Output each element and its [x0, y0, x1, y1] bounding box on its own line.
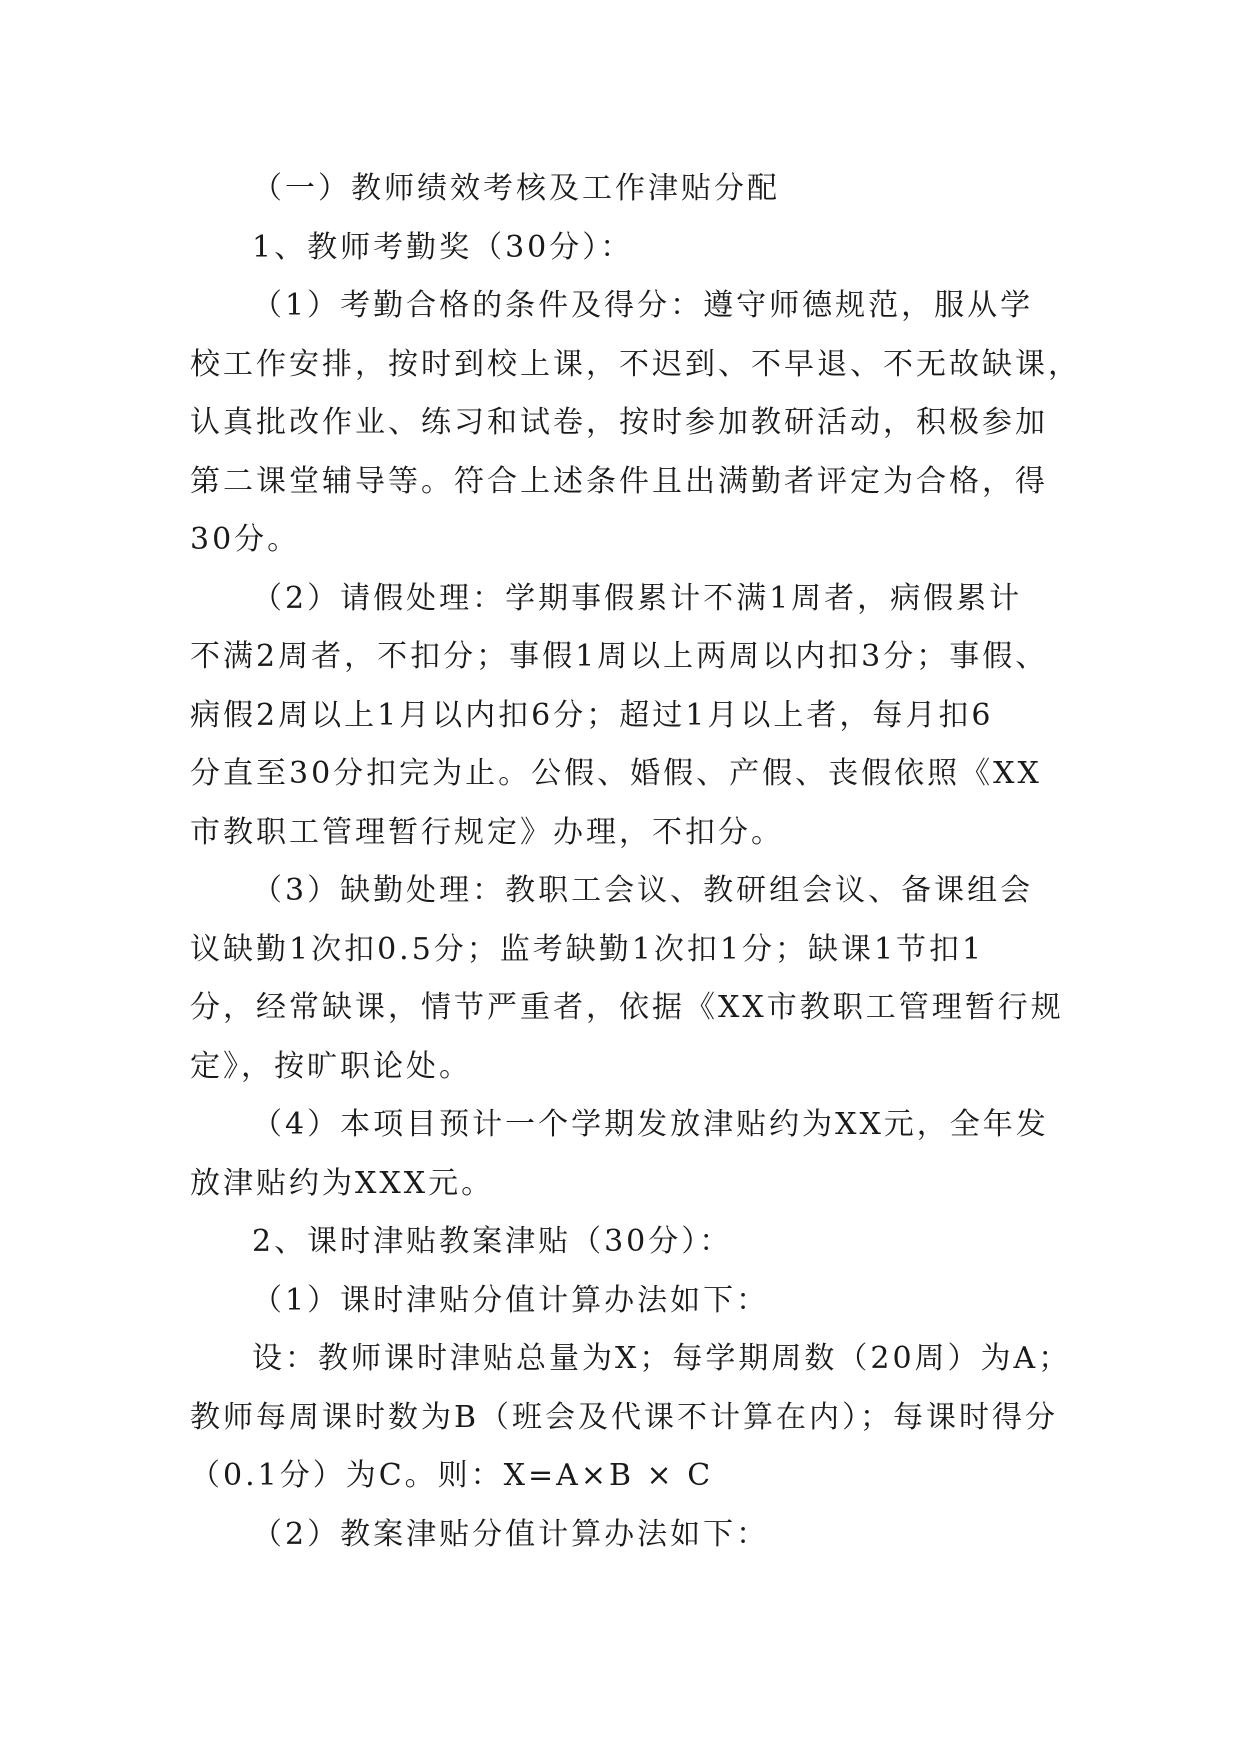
paragraph-line: 第二课堂辅导等。符合上述条件且出满勤者评定为合格，得 — [190, 463, 1048, 499]
paragraph-line: 分，经常缺课，情节严重者，依据《XX市教职工管理暂行规 — [190, 990, 1064, 1025]
paragraph-line: 分直至30分扣完为止。公假、婚假、产假、丧假依照《XX — [190, 756, 1042, 791]
formula-definition-line: 教师每周课时数为B（班会及代课不计算在内）；每课时得分 — [190, 1399, 1059, 1435]
document-body — [190, 160, 1081, 1564]
paragraph-line: 放津贴约为XXX元。 — [190, 1165, 495, 1201]
paragraph-line: （2）请假处理：学期事假累计不满1周者，病假累计 — [252, 580, 1023, 616]
item-heading-attendance: 1、教师考勤奖（30分）： — [252, 229, 634, 265]
paragraph-line: 市教职工管理暂行规定》办理，不扣分。 — [190, 814, 784, 850]
paragraph-line: 病假2周以上1月以内扣6分；超过1月以上者，每月扣6 — [190, 697, 994, 733]
paragraph-line: 定》，按旷职论处。 — [190, 1048, 472, 1084]
paragraph-line: （1）课时津贴分值计算办法如下： — [252, 1282, 770, 1318]
paragraph-line: （4）本项目预计一个学期发放津贴约为XX元，全年发 — [252, 1107, 1049, 1142]
item-heading-hours: 2、课时津贴教案津贴（30分）： — [252, 1224, 733, 1259]
paragraph-line: 议缺勤1次扣0.5分；监考缺勤1次扣1分；缺课1节扣1 — [190, 931, 985, 967]
paragraph-line: 认真批改作业、练习和试卷，按时参加教研活动，积极参加 — [190, 405, 1048, 440]
section-heading: （一）教师绩效考核及工作津贴分配 — [252, 171, 780, 206]
formula-line: （0.1分）为C。则：X=A×B × C — [190, 1458, 714, 1493]
paragraph-line: （1）考勤合格的条件及得分：遵守师德规范，服从学 — [252, 288, 1034, 323]
paragraph-line: 30分。 — [190, 522, 301, 557]
paragraph-line: 不满2周者，不扣分；事假1周以上两周以内扣3分；事假、 — [190, 639, 1049, 674]
paragraph-line: （3）缺勤处理：教职工会议、教研组会议、备课组会 — [252, 873, 1034, 908]
formula-definition-line: 设：教师课时津贴总量为X；每学期周数（20周）为A； — [252, 1341, 1072, 1376]
paragraph-line: 校工作安排，按时到校上课，不迟到、不早退、不无故缺课， — [190, 346, 1081, 382]
paragraph-line: （2）教案津贴分值计算办法如下： — [252, 1516, 770, 1552]
